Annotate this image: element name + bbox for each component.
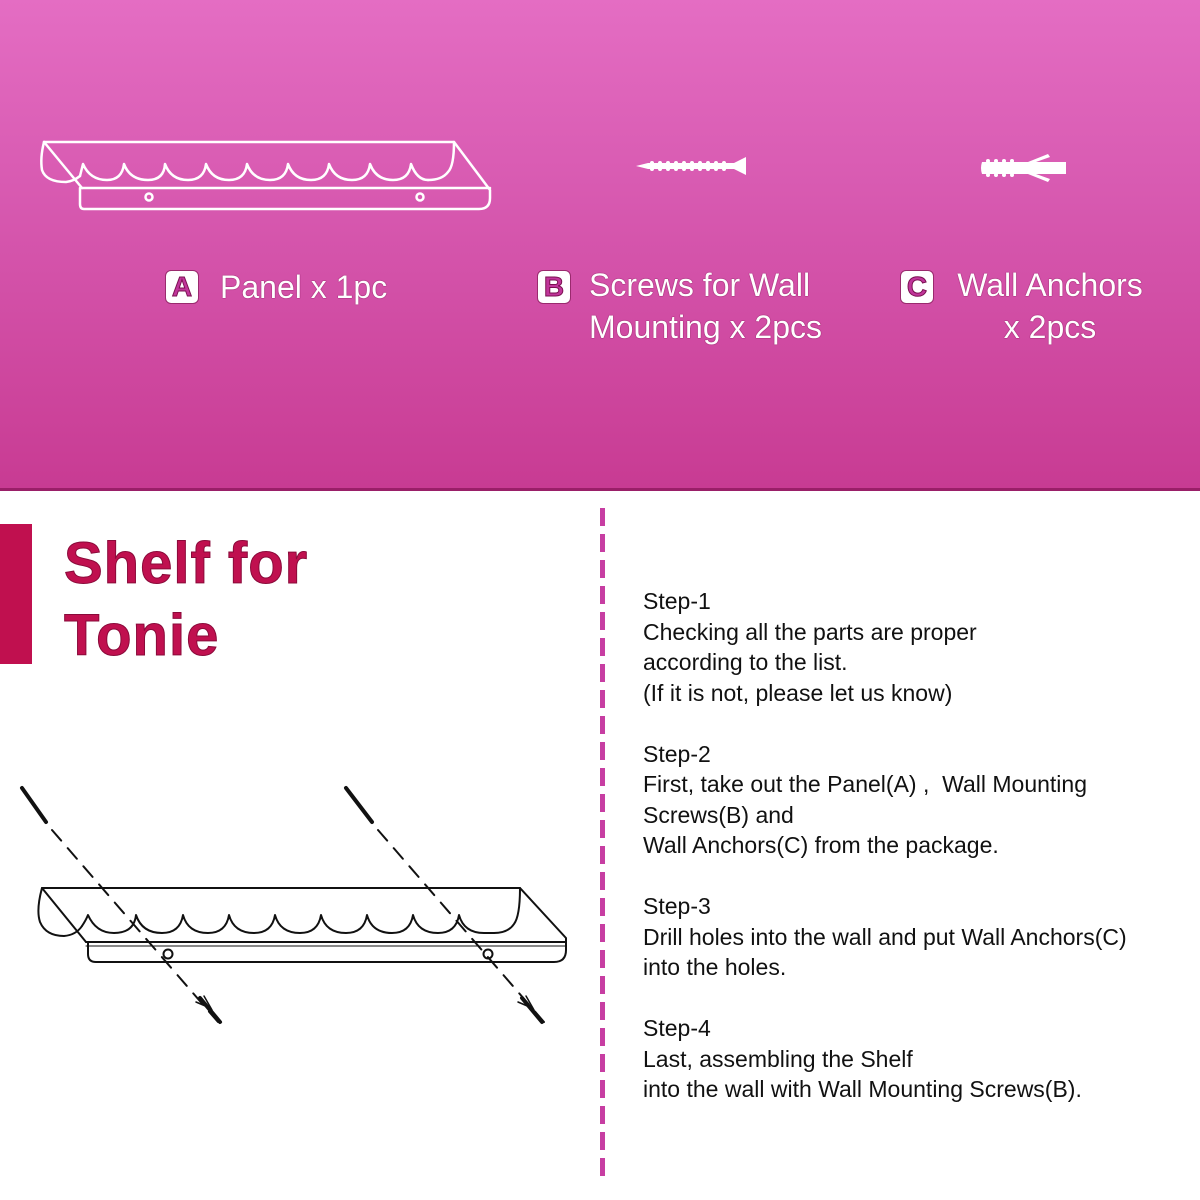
- page-title-line-1: Shelf for: [64, 531, 309, 596]
- parts-header: [0, 0, 1200, 488]
- screw-icon: [22, 788, 372, 822]
- part-b-label: [589, 264, 822, 348]
- step-heading: Step-1: [643, 588, 711, 614]
- part-c-label-line-1: Wall Anchors: [957, 267, 1143, 303]
- shelf-panel-icon: [38, 138, 498, 218]
- step-text: Last, assembling the Shelf: [643, 1045, 913, 1072]
- step-text: into the wall with Wall Mounting Screws(B).: [643, 1076, 1082, 1102]
- step-text: Screws(B) and: [643, 801, 794, 828]
- step-text: into the holes.: [643, 954, 787, 980]
- step-2: [643, 739, 1193, 861]
- part-b-label-line-2: Mounting x 2pcs: [589, 309, 823, 345]
- step-heading: Step-3: [643, 893, 711, 919]
- step-heading: Step-2: [643, 740, 711, 767]
- screw-icon: [634, 155, 750, 177]
- badge-c: C: [900, 270, 934, 304]
- step-text: Wall Anchors(C) from the package.: [643, 832, 999, 858]
- badge-b: B: [537, 270, 571, 304]
- part-c-label: [948, 264, 1152, 348]
- part-b-label-line-1: Screws for Wall: [589, 267, 811, 303]
- step-3: [643, 891, 1193, 983]
- assembly-steps: [643, 586, 1193, 1135]
- page-title-line-2: Tonie: [64, 603, 220, 668]
- step-text: First, take out the Panel(A) , Wall Mounting: [643, 771, 1087, 797]
- step-4: [643, 1013, 1193, 1105]
- step-1: [643, 586, 1193, 708]
- badge-a: A: [165, 270, 199, 304]
- step-text: (If it is not, please let us know): [643, 679, 953, 706]
- title-accent-bar: [0, 524, 32, 664]
- step-text: Checking all the parts are proper: [643, 618, 977, 645]
- part-a-label: [220, 266, 387, 308]
- assembly-diagram: [0, 770, 600, 1040]
- wall-anchor-icon: [978, 152, 1070, 184]
- part-c-label-line-2: x 2pcs: [1003, 309, 1097, 345]
- step-heading: Step-4: [643, 1015, 711, 1041]
- step-text: Drill holes into the wall and put Wall Anchors(C): [643, 923, 1127, 950]
- part-a-label-line: Panel x 1pc: [220, 269, 388, 305]
- step-text: according to the list.: [643, 649, 848, 675]
- page-title: [64, 528, 308, 672]
- header-divider: [0, 488, 1200, 491]
- wall-anchor-icon: [196, 996, 542, 1022]
- dashed-divider: [600, 508, 605, 1176]
